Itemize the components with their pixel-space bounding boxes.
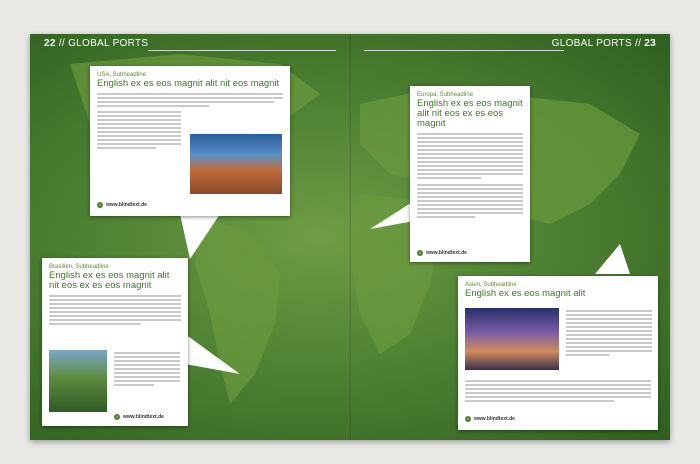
right-page-number: 23 bbox=[644, 38, 656, 49]
tail-usa bbox=[180, 214, 220, 259]
info-box-europe bbox=[410, 86, 530, 262]
box-link[interactable] bbox=[97, 202, 147, 208]
body-text bbox=[417, 133, 523, 179]
box-link[interactable] bbox=[465, 416, 515, 422]
box-kicker: Europa, Subheadline bbox=[417, 92, 474, 98]
box-headline: English ex es eos magnit alit nit eos ex es eos magnit bbox=[417, 98, 523, 129]
info-icon: i bbox=[417, 250, 423, 256]
box-headline: English ex es eos magnit alit nit eos magnit bbox=[97, 78, 280, 89]
body-text bbox=[97, 93, 283, 107]
box-kicker: Asien, Subheadline bbox=[465, 282, 517, 288]
body-text-col bbox=[97, 111, 181, 149]
tail-asia bbox=[595, 244, 630, 274]
box-link-text[interactable]: www.blindtext.de bbox=[474, 416, 515, 422]
box-kicker: USA, Subheadline bbox=[97, 72, 147, 78]
left-page-title: // GLOBAL PORTS bbox=[58, 38, 149, 49]
box-link-text[interactable]: www.blindtext.de bbox=[426, 250, 467, 256]
body-text bbox=[465, 380, 651, 404]
box-headline: English ex es eos magnit alit bbox=[465, 288, 586, 299]
body-text-col bbox=[566, 310, 652, 358]
info-icon: i bbox=[97, 202, 103, 208]
body-text-2 bbox=[417, 184, 523, 218]
box-link[interactable] bbox=[114, 414, 164, 420]
info-icon: i bbox=[114, 414, 120, 420]
info-box-asia bbox=[458, 276, 658, 430]
box-kicker: Brasilien, Subheadline bbox=[49, 264, 109, 270]
info-box-usa bbox=[90, 66, 290, 216]
box-headline: English ex es eos magnit alit nit eos ex es eos magnit bbox=[49, 270, 170, 291]
left-page-number: 22 bbox=[44, 38, 56, 49]
info-icon: i bbox=[465, 416, 471, 422]
worker-photo-brazil bbox=[49, 350, 107, 412]
body-text-col bbox=[114, 352, 180, 388]
port-photo-usa bbox=[190, 134, 282, 194]
magazine-spread bbox=[30, 34, 670, 440]
right-page-title: GLOBAL PORTS // bbox=[551, 38, 642, 49]
port-photo-asia bbox=[465, 308, 559, 370]
box-link-text[interactable]: www.blindtext.de bbox=[123, 414, 164, 420]
info-box-brazil bbox=[42, 258, 188, 426]
tail-brazil bbox=[185, 334, 240, 374]
box-link[interactable] bbox=[417, 250, 467, 256]
box-link-text[interactable]: www.blindtext.de bbox=[106, 202, 147, 208]
body-text bbox=[49, 295, 181, 325]
